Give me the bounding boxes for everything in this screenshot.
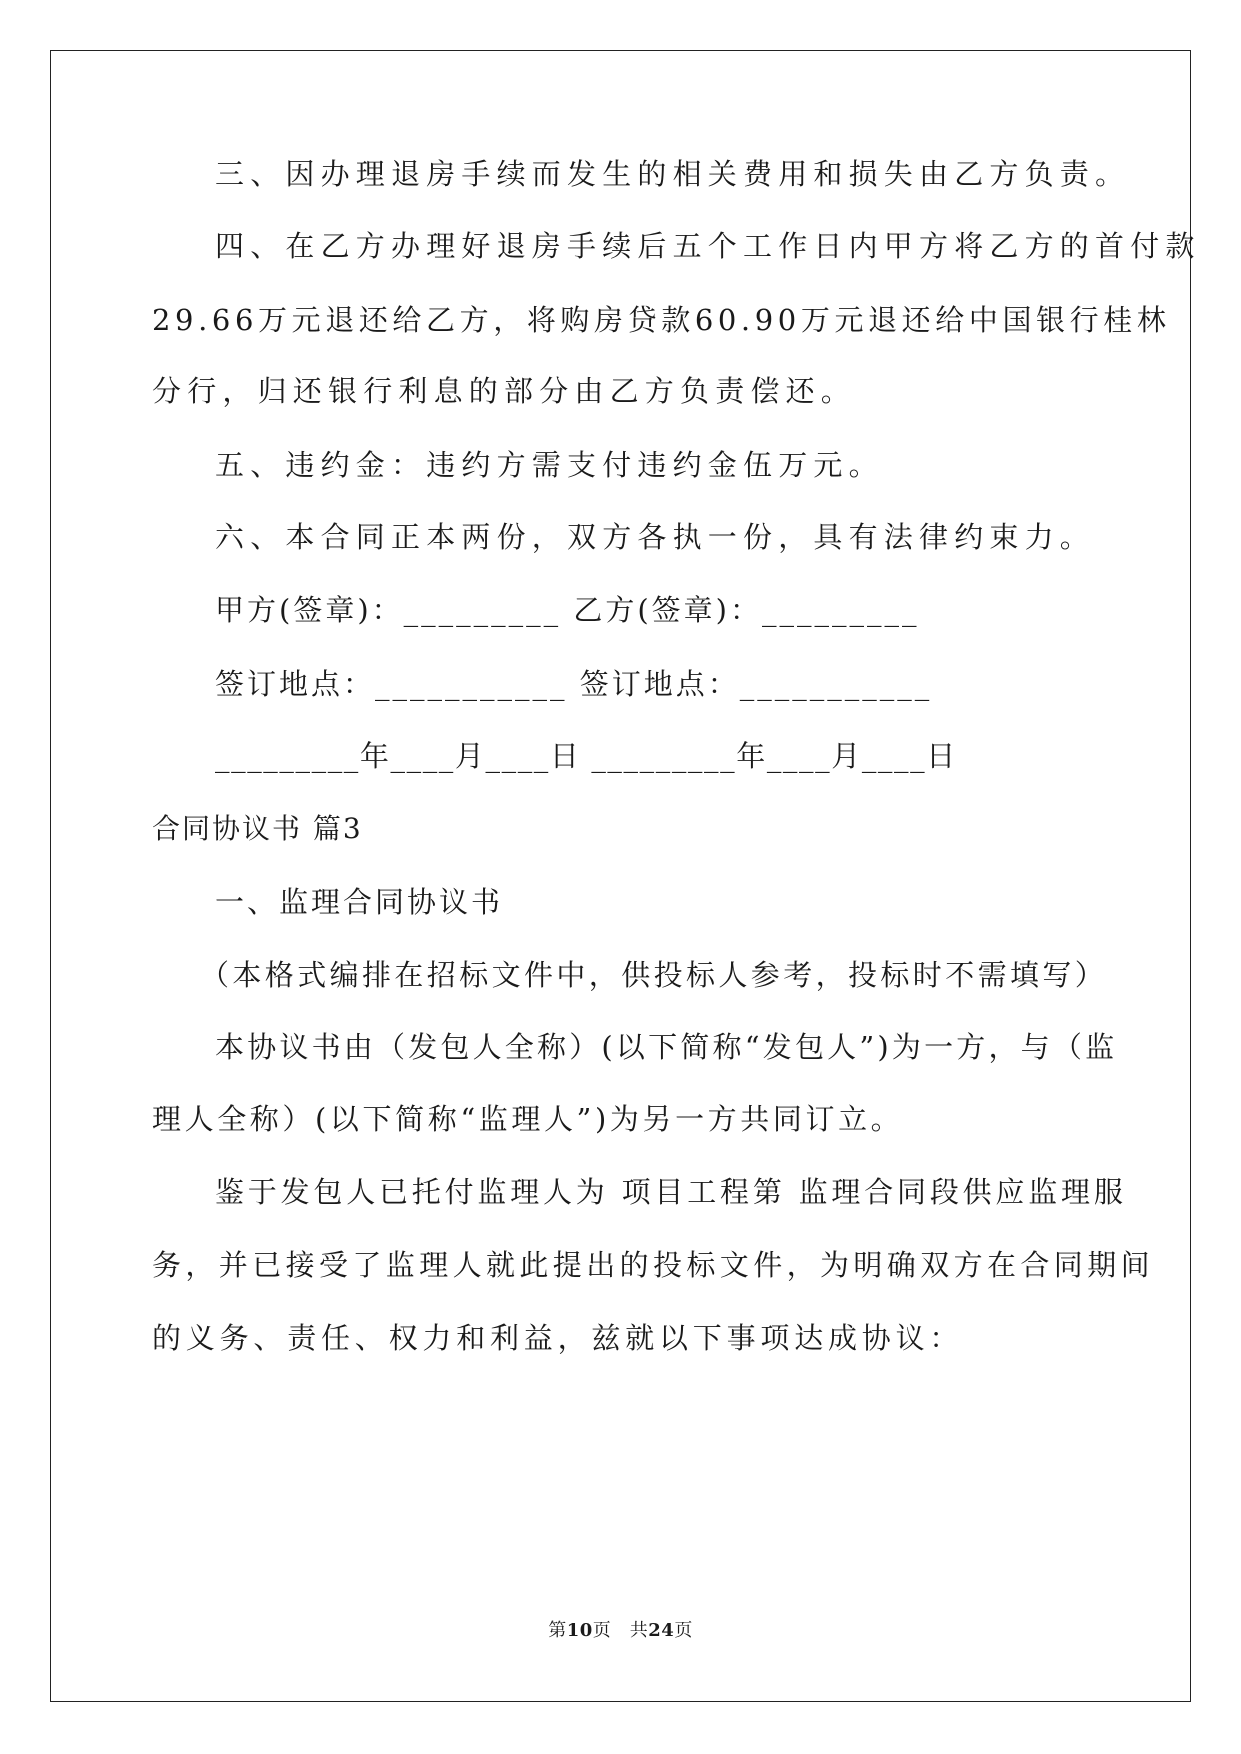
agreement-intro-line-1: 本协议书由（发包人全称）(以下简称“发包人”)为一方，与（监 [215, 1030, 1118, 1064]
format-note: （本格式编排在招标文件中，供投标人参考，投标时不需填写） [200, 958, 1108, 992]
footer-page-number: 10 [566, 1620, 593, 1641]
clause-five: 五、违约金：违约方需支付违约金伍万元。 [215, 448, 884, 482]
section-heading: 合同协议书 篇3 [152, 812, 363, 845]
footer-mid: 页 共 [592, 1620, 649, 1641]
agreement-intro-line-2: 理人全称）(以下简称“监理人”)为另一方共同订立。 [152, 1102, 904, 1136]
clause-six: 六、本合同正本两份，双方各执一份，具有法律约束力。 [215, 520, 1096, 554]
signature-line: 甲方(签章)：_________ 乙方(签章)：_________ [215, 593, 920, 627]
subheading-supervision-agreement: 一、监理合同协议书 [215, 885, 504, 919]
footer-total-pages: 24 [648, 1620, 675, 1641]
footer-prefix: 第 [548, 1620, 567, 1641]
whereas-line-1: 鉴于发包人已托付监理人为 项目工程第 监理合同段供应监理服 [215, 1175, 1127, 1209]
page-border [50, 50, 1191, 1702]
date-line: _________年____月____日 _________年____月____日 [215, 739, 957, 773]
clause-three: 三、因办理退房手续而发生的相关费用和损失由乙方负责。 [215, 157, 1131, 191]
clause-four-line-2: 29.66万元退还给乙方，将购房贷款60.90万元退还给中国银行桂林 [152, 303, 1171, 337]
clause-four-line-1: 四、在乙方办理好退房手续后五个工作日内甲方将乙方的首付款 [215, 229, 1201, 263]
clause-four-line-3: 分行，归还银行利息的部分由乙方负责偿还。 [152, 374, 857, 408]
footer-suffix: 页 [674, 1620, 693, 1641]
whereas-line-3: 的义务、责任、权力和利益，兹就以下事项达成协议： [152, 1321, 964, 1355]
whereas-line-2: 务，并已接受了监理人就此提出的投标文件，为明确双方在合同期间 [152, 1248, 1155, 1282]
page-footer [0, 1616, 1241, 1642]
signing-place-line: 签订地点：___________ 签订地点：___________ [215, 667, 933, 701]
